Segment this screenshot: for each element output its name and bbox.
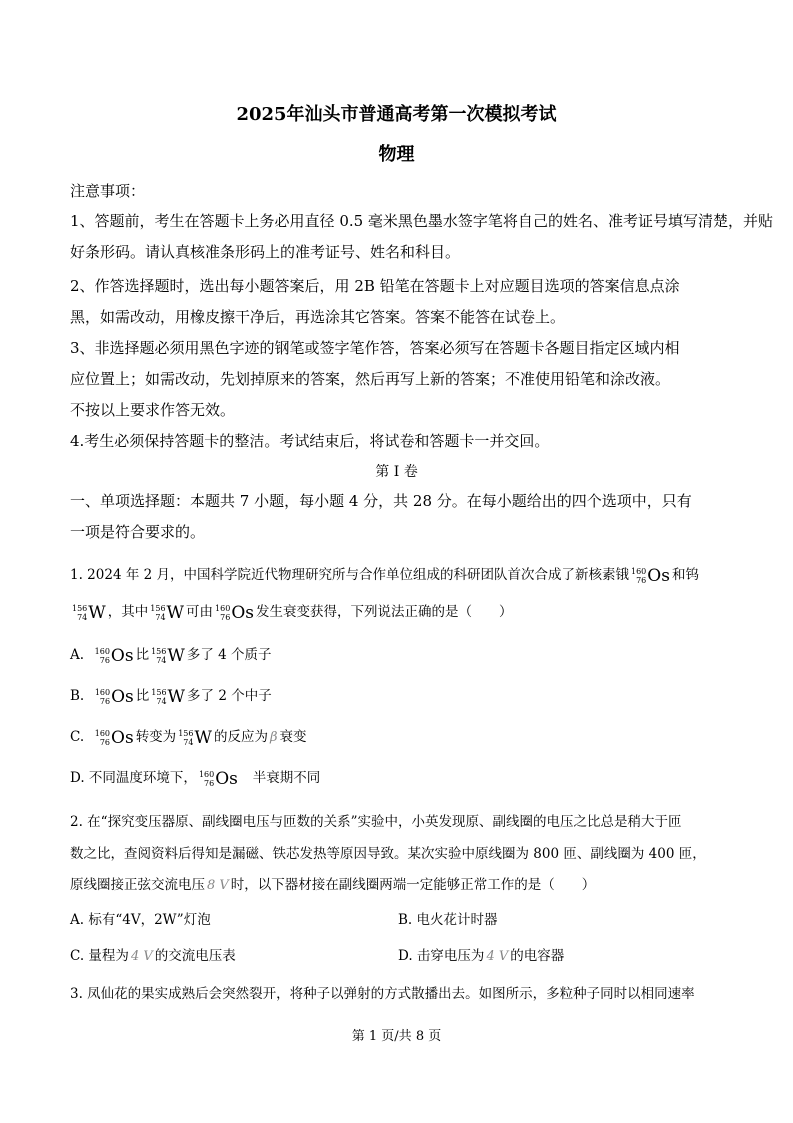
q2-stem-line3: 原线圈接正弦交流电压 8 V 时，以下器材接在副线圈两端一定能够正常工作的是（ ） [70,877,596,893]
section-intro: 一、单项选择题：本题共 7 小题，每小题 4 分，共 28 分。在每小题给出的四个选项中，只有 [70,492,692,510]
notice-line: 2、作答选择题时，选出每小题答案后，用 2B 铅笔在答题卡上对应题目选项的答案信息点涂 [70,277,680,295]
notice-heading: 注意事项： [70,182,146,200]
notice-line: 应位置上；如需改动，先划掉原来的答案，然后再写上新的答案；不准使用铅笔和涂改液。 [70,370,671,388]
q3-stem-line1: 3. 凤仙花的果实成熟后会突然裂开，将种子以弹射的方式散播出去。如图所示，多粒种子同时以相同速率 [70,986,695,1002]
q1-option-c: C. 160 76 Os 转变为 156 74 W 的反应为 β 衰变 [70,727,307,748]
q1-stem-line2: 156 74 W ，其中 156 74 W 可由 160 76 Os 发生衰变获得，下列说法正确的是（ ） [72,602,513,623]
q1-option-a: A. 160 76 Os 比 156 74 W 多了 4 个质子 [70,645,272,666]
q2-option-c: C. 量程为 4 V 的交流电压表 [70,948,236,964]
w-isotope: 156 74 W [72,602,106,623]
q2-stem-line2: 数之比，查阅资料后得知是漏磁、铁芯发热等原因导致。某次实验中原线圈为 800 匝、副线圈为 400 匝， [70,846,706,862]
volume-label: 第 I 卷 [375,464,418,480]
notice-line: 4.考生必须保持答题卡的整洁。考试结束后，将试卷和答题卡一并交回。 [70,432,550,450]
subject-title: 物理 [378,144,415,165]
exam-title: 2025年汕头市普通高考第一次模拟考试 [236,104,557,125]
notice-line: 3、非选择题必须用黑色字迹的钢笔或签字笔作答，答案必须写在答题卡各题目指定区域内相 [70,339,680,357]
q2-option-a: A. 标有“4V，2W”灯泡 [70,912,211,928]
q1-option-b: B. 160 76 Os 比 156 74 W 多了 2 个中子 [70,686,272,707]
q2-option-b: B. 电火花计时器 [398,912,498,928]
page-footer: 第 1 页/共 8 页 [351,1029,442,1044]
notice-line: 1、答题前，考生在答题卡上务必用直径 0.5 毫米黑色墨水签字笔将自己的姓名、准考证号填写清楚，并贴 [70,212,773,230]
os-isotope: 160 76 Os [215,602,254,623]
q1-option-d: D. 不同温度环境下， 160 76 Os 半衰期不同 [70,768,321,789]
notice-line: 黑，如需改动，用橡皮擦干净后，再选涂其它答案。答案不能答在试卷上。 [70,308,566,326]
notice-line: 不按以上要求作答无效。 [70,401,236,419]
section-intro: 一项是符合要求的。 [70,523,206,541]
q2-stem-line1: 2. 在“探究变压器原、副线圈电压与匝数的关系”实验中，小英发现原、副线圈的电压之比总是稍大于匝 [70,814,682,830]
os-isotope: 160 76 Os [631,565,670,586]
w-isotope: 156 74 W [150,602,185,623]
notice-line: 好条形码。请认真核准条形码上的准考证号、姓名和科目。 [70,243,461,261]
q1-stem-line1: 1. 2024 年 2 月，中国科学院近代物理研究所与合作单位组成的科研团队首次合成了新核素锇 160 76 Os 和钨 [70,565,699,586]
q2-option-d: D. 击穿电压为 4 V 的电容器 [398,948,565,964]
